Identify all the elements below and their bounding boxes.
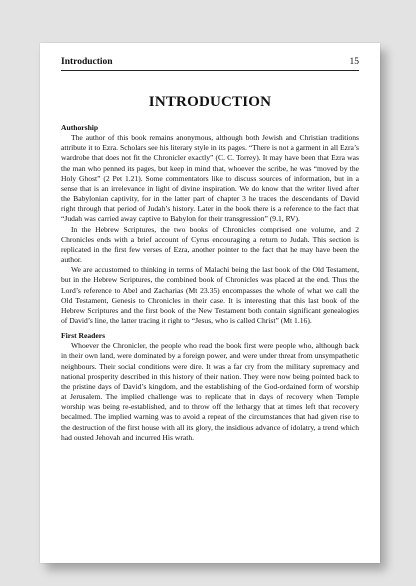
paragraph: In the Hebrew Scriptures, the two books of Chronicles comprised one volume, and 2 Chronicles ends with a brief account of Cyrus encouraging a return to Judah. This section is replicated in the first few verses of Ezra, another pointer to the fact that he may have been the author. — [61, 224, 359, 265]
body-text — [61, 123, 359, 443]
paragraph: Whoever the Chronicler, the people who read the book first were people who, although back in their own land, were dominated by a foreign power, and were under threat from unsympathetic neighbours. Their social conditions were dire. It was a far cry from the military supremacy and national prosperity described in this history of their nation. They were now being pointed back to the pristine days of David’s kingdom, and the establishing of the God-ordained form of worship at Jerusalem. The implied challenge was to replicate that in days of recovery when Temple worship was being re-established, and to throw off the lethargy that at times left that recovery becalmed. The implied warning was to avoid a repeat of the circumstances that had given rise to the destruction of the first house with all its glory, the insidious advance of idolatry, a trend which had ousted Jehovah and incurred His wrath. — [61, 341, 359, 442]
chapter-title: INTRODUCTION — [148, 94, 272, 110]
running-head-section: Introduction — [61, 57, 113, 67]
paragraph: We are accustomed to thinking in terms of Malachi being the last book of the Old Testament, but in the Hebrew Scriptures, the combined book of Chronicles was placed at the end. Thus the Lord’s reference to Abel and Zacharias (Mt 23.35) encompasses the whole of what we call the Old Testament, Genesis to Chronicles in their case. It is interesting that this last book of the Hebrew Scriptures and the first book of the New Testament both contain significant genealogies of David’s line, the latter tracing it right to “Jesus, who is called Christ” (Mt 1.16). — [61, 265, 359, 325]
running-head — [61, 56, 359, 71]
paragraph: The author of this book remains anonymous, although both Jewish and Christian traditions attribute it to Ezra. Scholars see his literary style in its pages. “There is not a garment in all Ezra’s wardrobe that does not fit the Chronicler exactly” (C. C. Torrey). It may have been that Ezra was the man who penned its pages, but keep in mind that, whoever the scribe, he was “moved by the Holy Ghost” (2 Pet 1.21). Some commentators like to discuss sources of information, but in a sense that is an irrelevance in light of divine inspiration. We do know that the writer lived after the Babylonian captivity, for in the latter part of chapter 3 he traces the descendants of David right through that period of Judah’s history. Later in the book there is a reference to the fact that “Judah was carried away captive to Babylon for their transgression” (9.1, RV). — [61, 133, 359, 224]
book-page — [40, 43, 380, 563]
section-heading-first-readers: First Readers — [61, 331, 106, 341]
page-number: 15 — [349, 57, 359, 67]
section-heading-authorship: Authorship — [61, 123, 99, 132]
